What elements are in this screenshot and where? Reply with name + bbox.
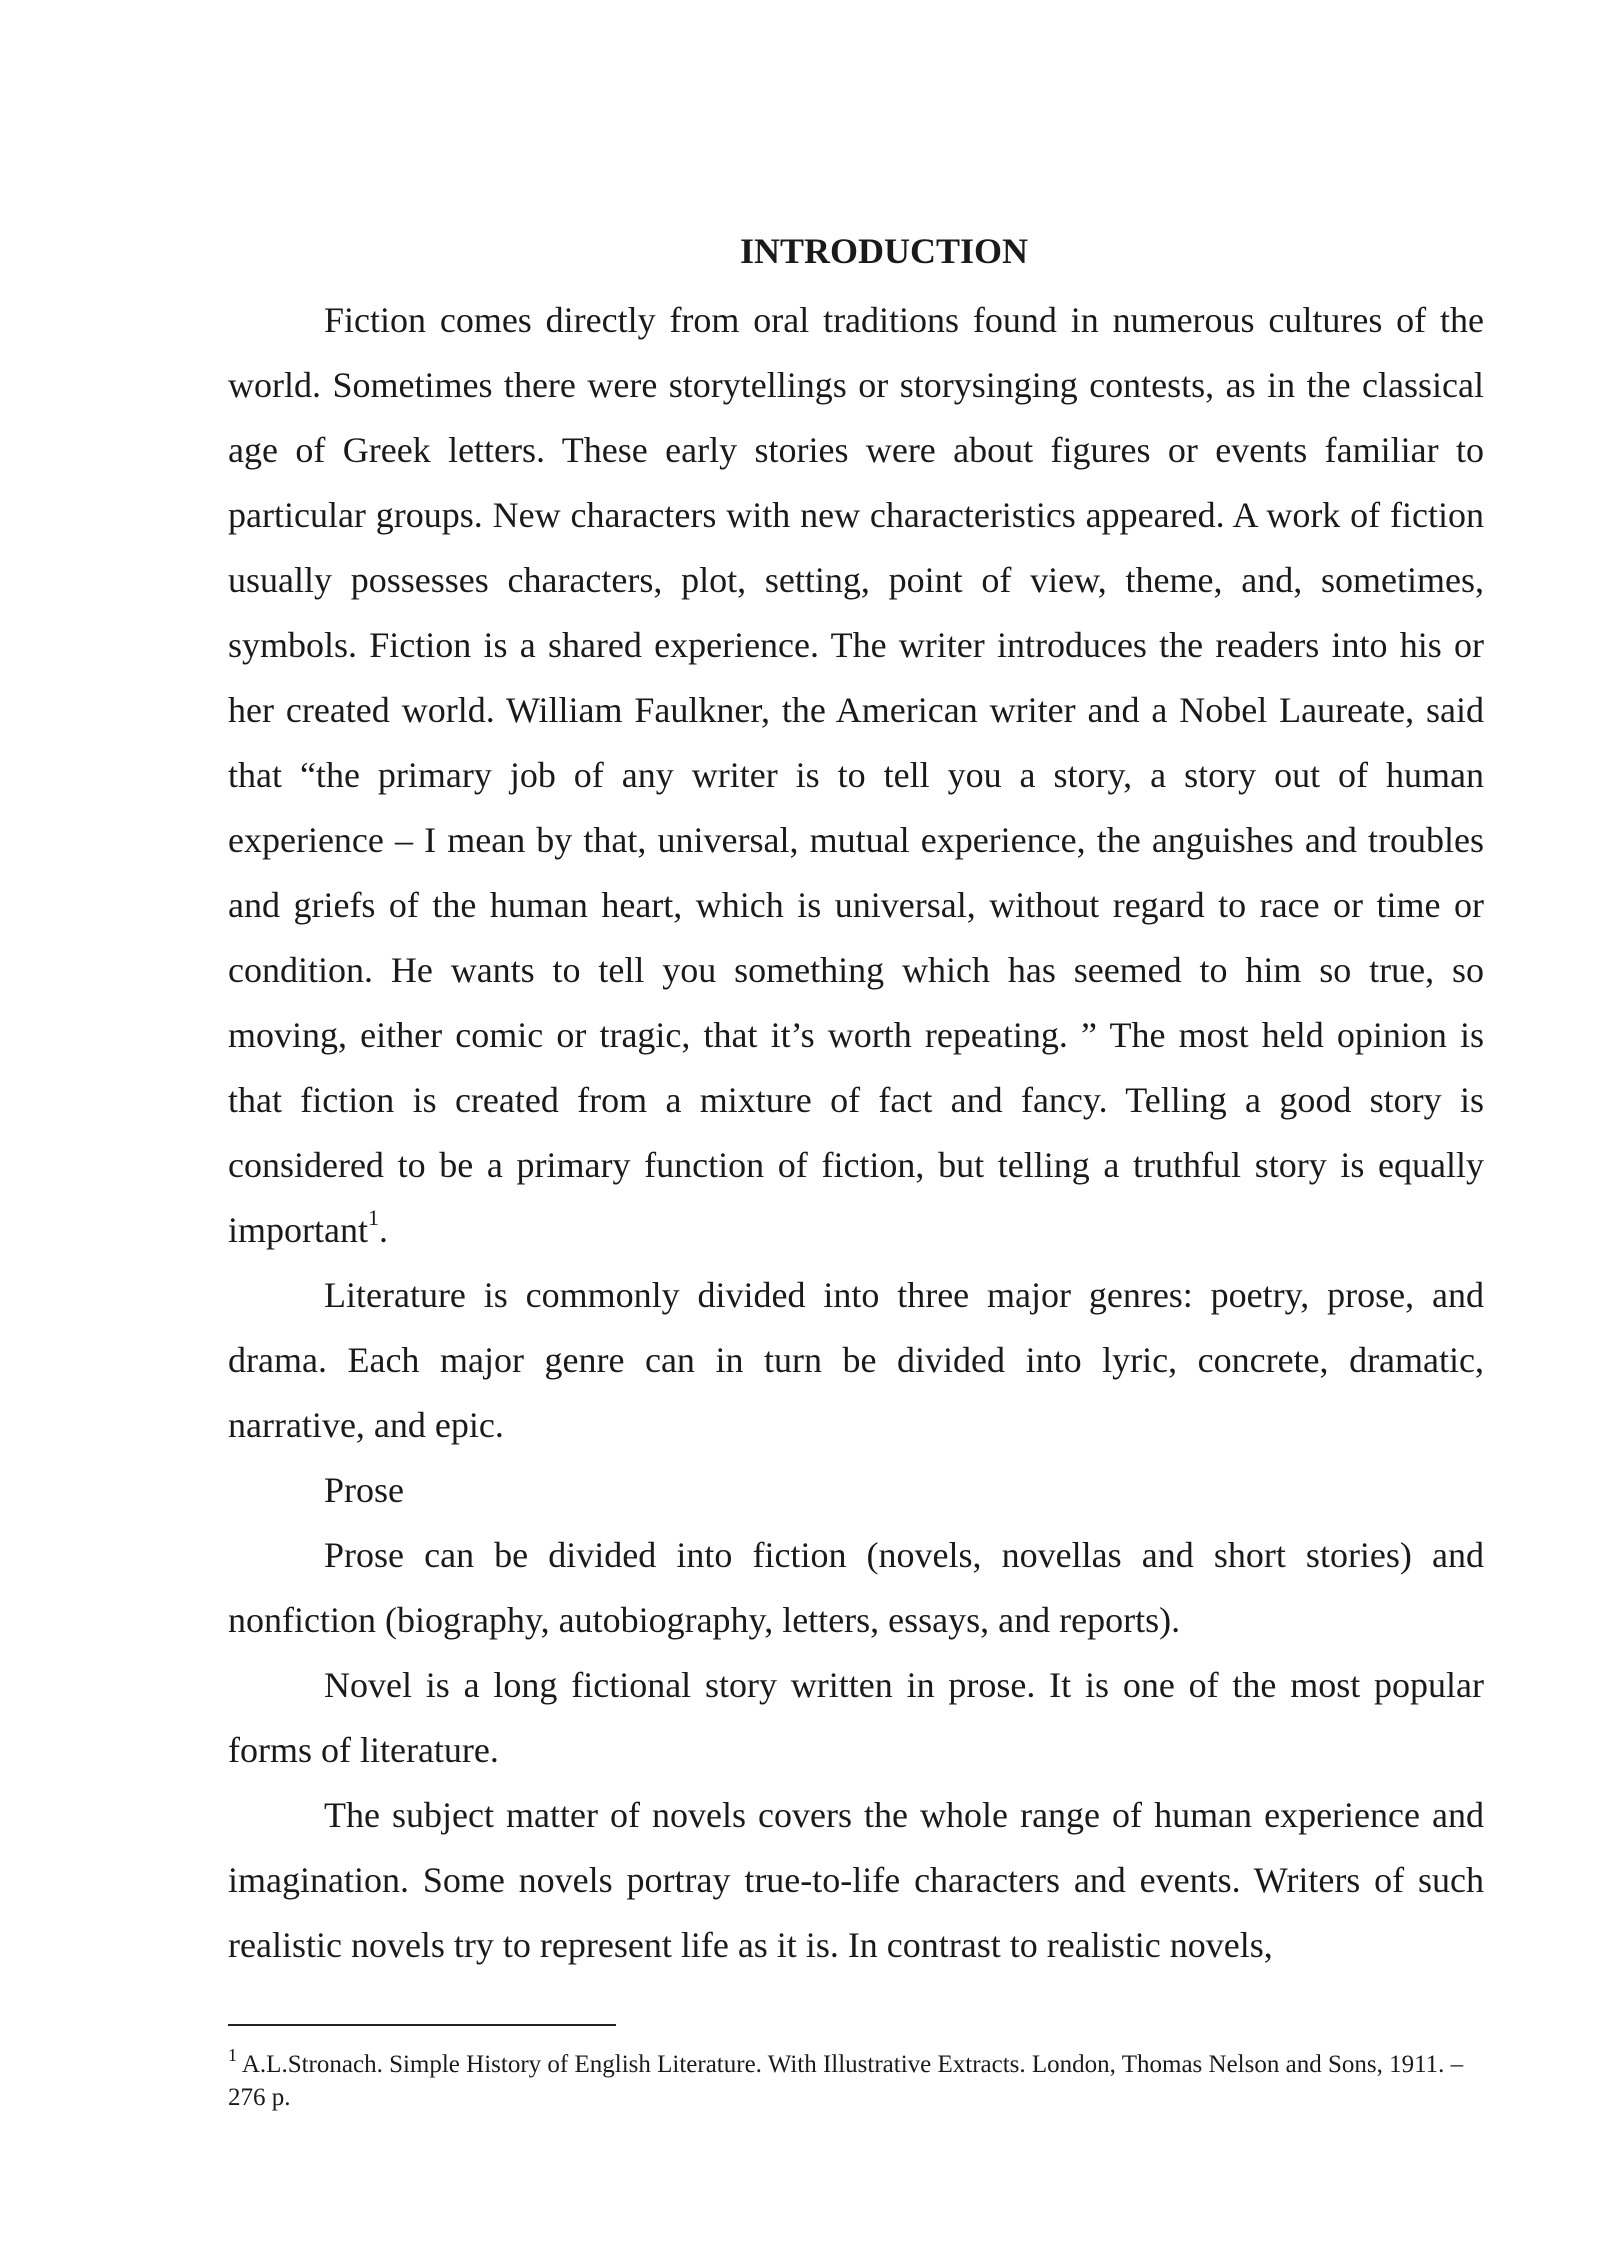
paragraph-genres: Literature is commonly divided into three major genres: poetry, prose, and drama. Each major genre can in turn be divided into lyric, concrete, dramatic, narrative, and epic. — [228, 1275, 1484, 1445]
section-label-prose: Prose — [324, 1470, 404, 1510]
footnote-divider — [228, 2024, 616, 2026]
page-title: INTRODUCTION — [739, 231, 1029, 271]
paragraph-end-punctuation: . — [378, 1210, 388, 1250]
paragraph-novel-subject: The subject matter of novels covers the whole range of human experience and imagination. Some novels portray true-to-life characters and events. Writers of such realistic novels try to represent life as it is. In contrast to realistic novels, — [228, 1795, 1484, 1965]
paragraph-prose-division: Prose can be divided into fiction (novels, novellas and short stories) and nonfiction (biography, autobiography, letters, essays, and reports). — [228, 1535, 1484, 1640]
footnote-number: 1 — [228, 2044, 237, 2065]
paragraph-novel-definition: Novel is a long fictional story written in prose. It is one of the most popular forms of literature. — [228, 1665, 1484, 1770]
footnote-text: A.L.Stronach. Simple History of English Literature. With Illustrative Extracts. London, Thomas Nelson and Sons, 1911. – 276 p. — [228, 2051, 1464, 2111]
footnote — [228, 2044, 1484, 2114]
footnote-reference[interactable]: 1 — [367, 1205, 379, 1230]
paragraph-text: Fiction comes directly from oral traditions found in numerous cultures of the world. Sometimes there were storytellings or storysinging contests, as in the classical age of Greek letters. These early stories were about figures or events familiar to particular groups. New characters with new characteristics appeared. A work of fiction usually possesses characters, plot, setting, point of view, theme, and, sometimes, symbols. Fiction is a shared experience. The writer introduces the readers into his or her created world. William Faulkner, the American writer and a Nobel Laureate, said that “the primary job of any writer is to tell you a story, a story out of human experience – I mean by that, universal, mutual experience, the anguishes and troubles and griefs of the human heart, which is universal, without regard to race or time or condition. He wants to tell you something which has seemed to him so true, so moving, either comic or tragic, that it’s worth repeating. ” The most held opinion is that fiction is created from a mixture of fact and fancy. Telling a good story is considered to be a primary function of fiction, but telling a truthful story is equally important — [228, 300, 1484, 1250]
paragraph-fiction-origins — [228, 288, 1484, 1263]
document-body — [228, 224, 1484, 1978]
